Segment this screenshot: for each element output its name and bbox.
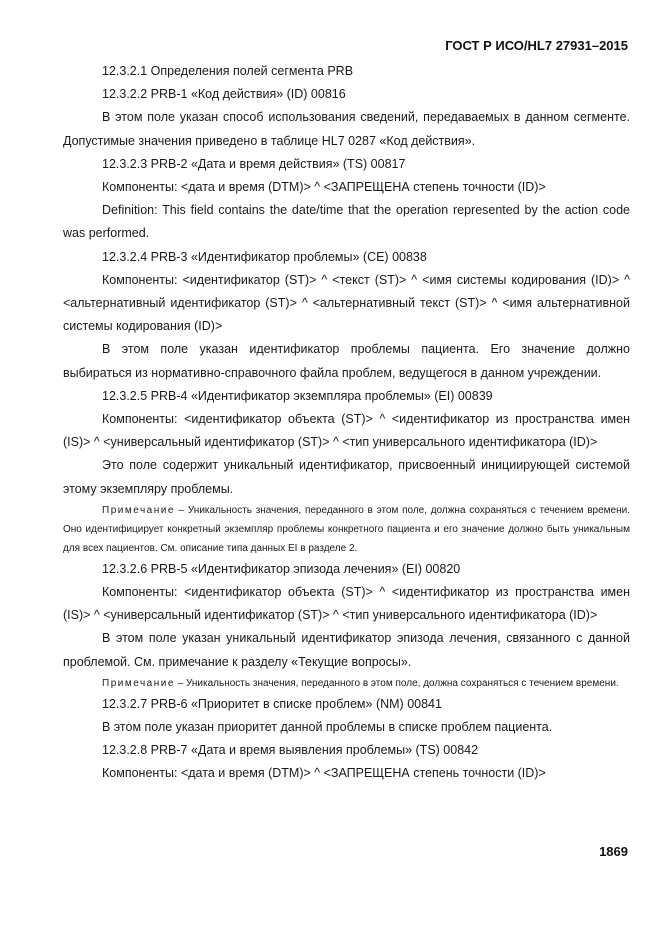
- section-heading: 12.3.2.1 Определения полей сегмента PRB: [102, 64, 354, 78]
- note-paragraph: [63, 674, 630, 693]
- field-heading: 12.3.2.8 PRB-7 «Дата и время выявления проблемы» (TS) 00842: [102, 743, 479, 758]
- components-paragraph: Компоненты: <дата и время (DTM)> ^ <ЗАПРЕЩЕНА степень точности (ID)>: [102, 180, 546, 195]
- note-text: – Уникальность значения, переданного в этом поле, должна сохраняться с течением времени.: [174, 677, 619, 689]
- field-heading: 12.3.2.3 PRB-2 «Дата и время действия» (TS) 00817: [102, 156, 406, 171]
- components-paragraph: Компоненты: <дата и время (DTM)> ^ <ЗАПРЕЩЕНА степень точности (ID)>: [102, 766, 546, 781]
- document-body: [63, 60, 630, 786]
- note-paragraph: [63, 501, 630, 558]
- page-number: 1869: [599, 844, 628, 859]
- note-label: Примечание: [102, 504, 175, 516]
- body-paragraph: Это поле содержит уникальный идентификатор, присвоенный инициирующей системой этому экземпляру проблемы.: [63, 458, 630, 496]
- definition-paragraph: Definition: This field contains the date/time that the operation represented by the action code was performed.: [63, 203, 630, 241]
- body-paragraph: В этом поле указан идентификатор проблемы пациента. Его значение должно выбираться из нормативно-справочного файла проблем, ведущегося в данном учреждении.: [63, 342, 630, 380]
- field-heading: 12.3.2.2 PRB-1 «Код действия» (ID) 00816: [102, 87, 346, 102]
- field-heading: 12.3.2.7 PRB-6 «Приоритет в списке проблем» (NM) 00841: [102, 696, 442, 711]
- field-heading: 12.3.2.5 PRB-4 «Идентификатор экземпляра проблемы» (EI) 00839: [102, 388, 493, 403]
- note-label: Примечание: [102, 677, 175, 689]
- standard-header: ГОСТ Р ИСО/HL7 27931–2015: [445, 38, 628, 53]
- components-paragraph: Компоненты: <идентификатор объекта (ST)> ^ <идентификатор из пространства имен (IS)> ^ <универсальный идентификатор (ST)> ^ <тип универсального идентификатора (ID)>: [63, 412, 630, 450]
- body-paragraph: В этом поле указан уникальный идентификатор эпизода лечения, связанного с данной проблемой. См. примечание к разделу «Текущие вопросы».: [63, 631, 630, 669]
- body-paragraph: В этом поле указан приоритет данной проблемы в списке проблем пациента.: [102, 720, 553, 735]
- components-paragraph: Компоненты: <идентификатор объекта (ST)> ^ <идентификатор из пространства имен (IS)> ^ <универсальный идентификатор (ST)> ^ <тип универсального идентификатора (ID)>: [63, 585, 630, 623]
- body-paragraph: В этом поле указан способ использования сведений, передаваемых в данном сегменте. Допустимые значения приведено в таблице HL7 0287 «Код действия».: [63, 110, 630, 148]
- components-paragraph: Компоненты: <идентификатор (ST)> ^ <текст (ST)> ^ <имя системы кодирования (ID)> ^ <альтернативный идентификатор (ST)> ^ <альтернативный текст (ST)> ^ <имя альтернативной системы кодирования (ID)>: [63, 272, 630, 334]
- field-heading: 12.3.2.4 PRB-3 «Идентификатор проблемы» (CE) 00838: [102, 249, 427, 264]
- field-heading: 12.3.2.6 PRB-5 «Идентификатор эпизода лечения» (EI) 00820: [102, 561, 461, 576]
- note-text: – Уникальность значения, переданного в этом поле, должна сохраняться с течением времени. Оно идентифицирует конкретный экземпляр проблемы конкретного пациента и его значение должно быть уникальным для всех пациентов. См. описание типа данных EI в разделе 2.: [63, 504, 630, 554]
